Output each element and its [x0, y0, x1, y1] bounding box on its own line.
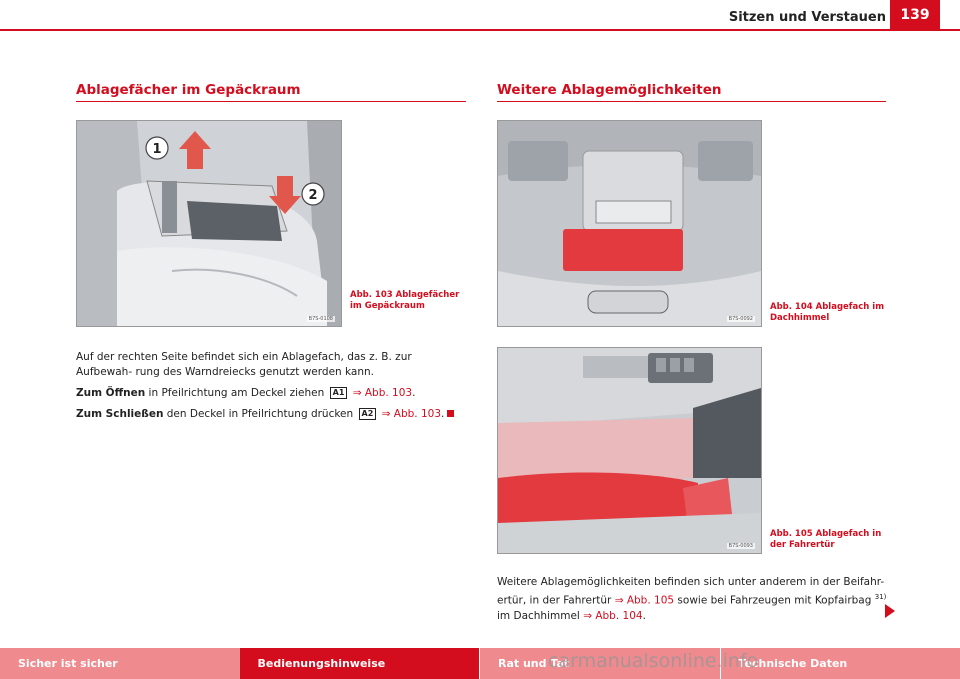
figure-105-link[interactable]: ⇒ Abb. 105	[614, 594, 675, 607]
storage-text-2: sowie bei Fahrzeugen mit Kopfairbag	[677, 594, 872, 607]
storage-text-end: .	[642, 609, 646, 622]
figure-code: B7S-0093	[728, 543, 753, 549]
callout-1: 1	[152, 142, 162, 157]
next-page-arrow-icon[interactable]	[885, 604, 895, 618]
roof-storage-illustration	[498, 121, 761, 326]
figure-103-photo	[76, 120, 342, 327]
section-end-marker	[447, 410, 454, 417]
figure-104-caption: Abb. 104 Ablagefach im Dachhimmel	[770, 302, 885, 323]
open-figure-link[interactable]: ⇒ Abb. 103	[352, 387, 413, 399]
open-end: .	[412, 387, 416, 399]
tab-rat-und-tat[interactable]: Rat und Tat	[479, 648, 720, 679]
header-rule	[0, 29, 960, 31]
step-number-1: A1	[330, 387, 348, 399]
figure-105-photo	[497, 347, 762, 554]
driver-door-storage-illustration	[498, 348, 761, 553]
open-label: Zum Öffnen	[76, 387, 146, 399]
close-text: den Deckel in Pfeilrichtung drücken	[166, 408, 354, 420]
luggage-compartment-illustration	[77, 121, 341, 326]
open-text: in Pfeilrichtung am Deckel ziehen	[148, 387, 325, 399]
footer-nav	[0, 648, 960, 679]
figure-code: B7S-0108	[308, 316, 333, 322]
storage-text-3: im Dachhimmel	[497, 609, 580, 622]
tab-sicher-ist-sicher[interactable]: Sicher ist sicher	[0, 648, 240, 679]
step-number-2: A2	[359, 408, 377, 420]
intro-paragraph: Auf der rechten Seite befindet sich ein Ablagefach, das z. B. zur Aufbewah- rung des Warndreiecks genutzt werden kann.	[76, 351, 412, 378]
right-body-text	[497, 575, 887, 624]
page-number: 139	[890, 0, 940, 30]
tab-technische-daten[interactable]: Technische Daten	[720, 648, 960, 679]
open-instruction	[76, 386, 468, 401]
section-title-luggage: Ablagefächer im Gepäckraum	[76, 82, 466, 102]
footnote-marker[interactable]: 31)	[874, 593, 887, 601]
figure-105-caption: Abb. 105 Ablagefach in der Fahrertür	[770, 529, 882, 550]
section-title-more-storage: Weitere Ablagemöglichkeiten	[497, 82, 886, 102]
close-end: .	[441, 408, 445, 420]
close-label: Zum Schließen	[76, 408, 164, 420]
figure-103-caption: Abb. 103 Ablagefächer im Gepäckraum	[350, 290, 460, 311]
chapter-title: Sitzen und Verstauen	[728, 10, 886, 25]
left-body-text	[76, 350, 468, 428]
figure-104-link[interactable]: ⇒ Abb. 104	[583, 609, 643, 622]
figure-code: B7S-0092	[728, 316, 753, 322]
watermark: carmanualsonline.info	[548, 650, 759, 672]
tab-bedienungshinweise[interactable]: Bedienungshinweise	[240, 648, 480, 679]
close-instruction	[76, 407, 468, 422]
close-figure-link[interactable]: ⇒ Abb. 103	[381, 408, 442, 420]
callout-2: 2	[308, 188, 318, 203]
storage-text-1: Weitere Ablagemöglichkeiten befinden sich unter anderem in der Beifahr- ertür, in der Fahrertür	[497, 576, 885, 607]
figure-104-photo	[497, 120, 762, 327]
